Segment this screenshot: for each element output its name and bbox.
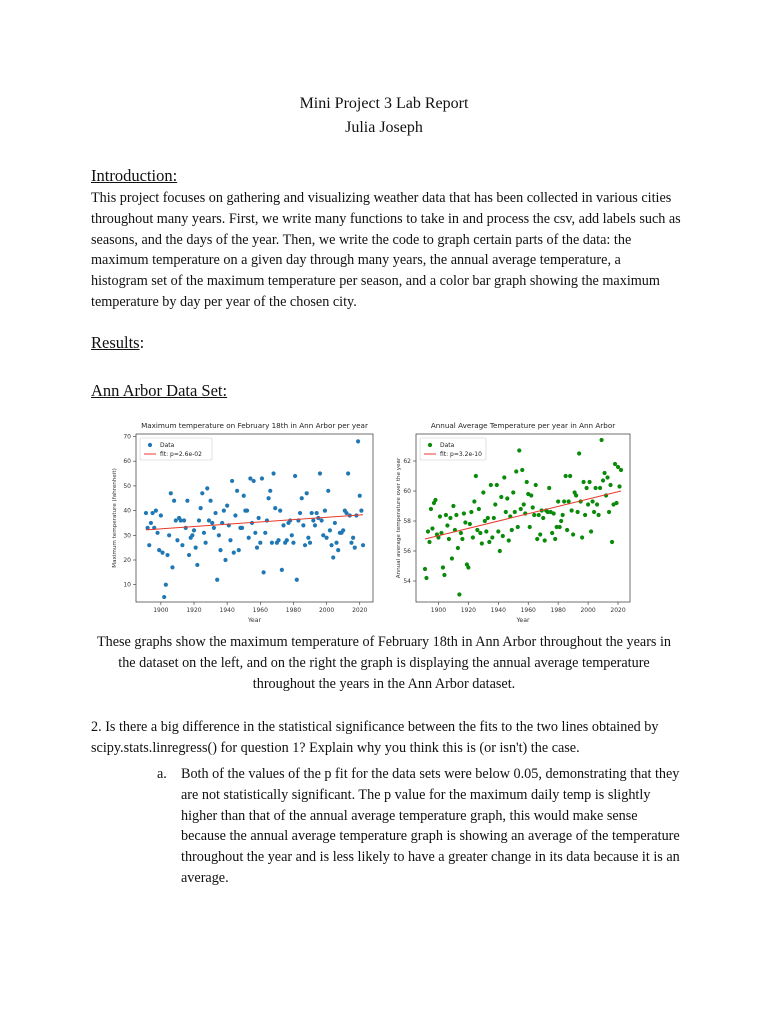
data-point — [278, 508, 282, 512]
x-tick-label: 1900 — [153, 607, 169, 614]
data-point — [607, 510, 611, 514]
data-point — [619, 468, 623, 472]
data-point — [230, 479, 234, 483]
data-point — [471, 535, 475, 539]
data-point — [450, 556, 454, 560]
data-point — [336, 548, 340, 552]
data-point — [326, 489, 330, 493]
data-point — [568, 474, 572, 478]
data-point — [162, 595, 166, 599]
data-point — [495, 483, 499, 487]
chart-svg — [108, 408, 383, 624]
data-point — [232, 550, 236, 554]
data-point — [180, 543, 184, 547]
data-point — [154, 508, 158, 512]
data-point — [589, 529, 593, 533]
x-tick-label: 2020 — [610, 607, 626, 614]
results-heading — [91, 333, 144, 353]
data-point — [433, 498, 437, 502]
data-point — [204, 541, 208, 545]
data-point — [605, 475, 609, 479]
data-point — [502, 475, 506, 479]
data-point — [280, 568, 284, 572]
data-point — [447, 537, 451, 541]
data-point — [291, 541, 295, 545]
data-point — [353, 546, 357, 550]
data-point — [525, 480, 529, 484]
data-point — [349, 541, 353, 545]
x-tick-label: 1900 — [430, 607, 447, 614]
data-point — [547, 486, 551, 490]
data-point — [170, 565, 174, 569]
data-point — [552, 511, 556, 515]
x-tick-label: 1920 — [186, 607, 202, 614]
data-point — [255, 546, 259, 550]
data-point — [595, 502, 599, 506]
data-point — [217, 533, 221, 537]
data-point — [424, 576, 428, 580]
data-point — [253, 531, 257, 535]
results-heading-colon: : — [139, 333, 145, 352]
data-point — [333, 521, 337, 525]
data-point — [202, 531, 206, 535]
data-point — [534, 483, 538, 487]
data-point — [537, 513, 541, 517]
data-point — [247, 536, 251, 540]
data-point — [262, 570, 266, 574]
data-point — [295, 578, 299, 582]
data-point — [263, 531, 267, 535]
data-point — [558, 525, 562, 529]
data-point — [441, 565, 445, 569]
data-point — [451, 504, 455, 508]
data-point — [499, 495, 503, 499]
data-point — [596, 513, 600, 517]
data-point — [310, 511, 314, 515]
data-point — [208, 499, 212, 503]
data-point — [359, 508, 363, 512]
data-point — [469, 510, 473, 514]
data-point — [164, 583, 168, 587]
data-point — [543, 538, 547, 542]
data-point — [456, 546, 460, 550]
data-point — [329, 543, 333, 547]
y-axis-label: Maximum temperature (fahrenheit) — [112, 468, 118, 568]
data-point — [498, 549, 502, 553]
data-point — [577, 451, 581, 455]
data-point — [510, 528, 514, 532]
data-point — [614, 501, 618, 505]
data-point — [155, 531, 159, 535]
data-point — [571, 532, 575, 536]
data-point — [346, 471, 350, 475]
data-point — [617, 484, 621, 488]
data-point — [240, 526, 244, 530]
data-point — [602, 471, 606, 475]
x-tick-label: 1940 — [490, 607, 506, 614]
data-point — [457, 592, 461, 596]
data-point — [426, 529, 430, 533]
y-tick-label: 10 — [123, 581, 131, 589]
data-point — [160, 550, 164, 554]
data-point — [463, 520, 467, 524]
legend-data-marker — [148, 443, 152, 447]
data-point — [445, 523, 449, 527]
data-point — [613, 462, 617, 466]
data-point — [298, 511, 302, 515]
data-point — [334, 541, 338, 545]
data-point — [215, 578, 219, 582]
data-point — [167, 533, 171, 537]
data-point — [257, 516, 261, 520]
data-point — [315, 511, 319, 515]
data-point — [565, 528, 569, 532]
data-point — [242, 494, 246, 498]
question-2: 2. Is there a big difference in the statistical significance between the fits to the two lines obtained by scipy.stats.linregress() for question 1? Explain why you think this is (or isn't) the case. — [91, 719, 659, 756]
data-point — [448, 516, 452, 520]
dataset-heading: Ann Arbor Data Set: — [91, 381, 228, 400]
data-point — [559, 519, 563, 523]
data-point — [481, 490, 485, 494]
y-tick-label: 20 — [123, 557, 131, 564]
data-point — [442, 573, 446, 577]
y-tick-label: 54 — [403, 578, 411, 585]
y-tick-label: 40 — [123, 507, 131, 515]
data-point — [532, 513, 536, 517]
data-point — [616, 465, 620, 469]
annual-avg-scatter-chart — [392, 408, 664, 624]
data-point — [590, 499, 594, 503]
data-point — [245, 508, 249, 512]
data-point — [195, 563, 199, 567]
data-point — [228, 538, 232, 542]
data-point — [541, 516, 545, 520]
data-point — [587, 480, 591, 484]
data-point — [477, 507, 481, 511]
data-point — [513, 510, 517, 514]
data-point — [484, 529, 488, 533]
data-point — [582, 480, 586, 484]
legend-fit-label: fit: p=3.2e-10 — [440, 451, 482, 458]
data-point — [361, 543, 365, 547]
data-point — [149, 521, 153, 525]
report-author: Julia Joseph — [345, 119, 423, 136]
chart-svg — [392, 408, 664, 624]
data-point — [570, 508, 574, 512]
data-point — [486, 516, 490, 520]
data-point — [459, 531, 463, 535]
data-point — [260, 476, 264, 480]
y-tick-label: 50 — [123, 482, 131, 490]
report-title: Mini Project 3 Lab Report — [299, 95, 469, 112]
data-point — [293, 474, 297, 478]
data-point — [493, 502, 497, 506]
data-point — [169, 491, 173, 495]
x-tick-label: 1960 — [520, 607, 536, 614]
data-point — [550, 531, 554, 535]
data-point — [562, 499, 566, 503]
x-tick-label: 2020 — [352, 607, 368, 614]
data-point — [489, 483, 493, 487]
data-point — [610, 540, 614, 544]
data-point — [564, 474, 568, 478]
data-point — [237, 548, 241, 552]
data-point — [351, 536, 355, 540]
data-point — [252, 479, 256, 483]
data-point — [200, 491, 204, 495]
data-point — [212, 526, 216, 530]
data-point — [466, 565, 470, 569]
data-point — [585, 486, 589, 490]
introduction-paragraph: This project focuses on gathering and visualizing weather data that has been collected in various cities throughout many years. First, we write many functions to take in and process the csv, add labels such as seasons, and the days of the year. Then, we write the code to graph certain parts of the data: the maximum temperature on a given day through many years, the annual average temperature, a histogram set of the maximum temperature per season, and a color bar graph showing the maximum temperature by day per year of the chosen city. — [91, 190, 681, 310]
data-point — [281, 523, 285, 527]
data-point — [182, 518, 186, 522]
data-point — [270, 541, 274, 545]
data-point — [271, 471, 275, 475]
y-tick-label: 56 — [403, 548, 411, 555]
data-point — [599, 438, 603, 442]
data-point — [520, 468, 524, 472]
x-tick-label: 1980 — [550, 607, 566, 614]
data-point — [303, 543, 307, 547]
data-point — [511, 490, 515, 494]
y-tick-label: 70 — [123, 433, 131, 441]
data-point — [478, 531, 482, 535]
data-point — [586, 502, 590, 506]
data-point — [504, 510, 508, 514]
data-point — [507, 538, 511, 542]
data-point — [519, 507, 523, 511]
legend-data-marker — [428, 443, 432, 447]
data-point — [205, 486, 209, 490]
data-point — [574, 493, 578, 497]
data-point — [190, 533, 194, 537]
data-point — [305, 491, 309, 495]
data-point — [454, 513, 458, 517]
data-point — [306, 536, 310, 540]
data-point — [576, 510, 580, 514]
x-tick-label: 1960 — [252, 607, 268, 614]
chart-title: Annual Average Temperature per year in Ann Arbor — [430, 421, 616, 430]
data-point — [210, 521, 214, 525]
data-point — [460, 537, 464, 541]
data-point — [268, 489, 272, 493]
x-tick-label: 2000 — [580, 607, 596, 614]
data-point — [235, 489, 239, 493]
x-axis-label: Year — [516, 617, 530, 624]
data-point — [218, 548, 222, 552]
data-point — [496, 529, 500, 533]
x-tick-label: 1920 — [460, 607, 477, 614]
data-point — [480, 541, 484, 545]
max-temp-scatter-chart — [108, 408, 383, 624]
legend-fit-label: fit: p=2.6e-02 — [160, 451, 202, 458]
data-point — [483, 519, 487, 523]
data-point — [505, 496, 509, 500]
data-point — [320, 518, 324, 522]
data-point — [318, 471, 322, 475]
data-point — [290, 533, 294, 537]
data-point — [516, 525, 520, 529]
results-heading-text: Results — [91, 333, 140, 352]
data-point — [529, 493, 533, 497]
data-point — [538, 532, 542, 536]
data-point — [165, 553, 169, 557]
data-point — [475, 528, 479, 532]
data-point — [266, 496, 270, 500]
figure-caption: These graphs show the maximum temperature of February 18th in Ann Arbor throughout the years in the dataset on the left, and on the right the graph is displaying the annual average temperature throughout the years in the Ann Arbor dataset. — [96, 634, 672, 692]
x-tick-label: 1940 — [219, 607, 235, 614]
data-point — [222, 508, 226, 512]
data-point — [601, 478, 605, 482]
data-point — [223, 558, 227, 562]
data-point — [356, 439, 360, 443]
data-point — [159, 513, 163, 517]
data-point — [323, 508, 327, 512]
data-point — [423, 567, 427, 571]
data-point — [192, 528, 196, 532]
data-point — [472, 499, 476, 503]
data-point — [580, 535, 584, 539]
data-point — [311, 518, 315, 522]
y-tick-label: 30 — [123, 532, 131, 540]
x-tick-label: 1980 — [285, 607, 302, 614]
data-point — [487, 540, 491, 544]
data-point — [301, 523, 305, 527]
data-point — [258, 541, 262, 545]
data-point — [535, 537, 539, 541]
data-point — [199, 506, 203, 510]
data-point — [328, 528, 332, 532]
data-point — [531, 505, 535, 509]
data-point — [144, 511, 148, 515]
data-point — [288, 518, 292, 522]
data-point — [213, 511, 217, 515]
data-point — [468, 522, 472, 526]
data-point — [430, 526, 434, 530]
data-point — [147, 543, 151, 547]
data-point — [324, 536, 328, 540]
y-tick-label: 62 — [403, 458, 411, 465]
legend-data-label: Data — [160, 442, 175, 449]
data-point — [233, 513, 237, 517]
data-point — [528, 525, 532, 529]
data-point — [517, 448, 521, 452]
y-axis-label: Annual average temperature over the year — [396, 457, 402, 579]
data-point — [341, 528, 345, 532]
answer-marker: a. — [157, 766, 167, 782]
data-point — [184, 526, 188, 530]
data-point — [583, 513, 587, 517]
data-point — [285, 538, 289, 542]
data-point — [598, 486, 602, 490]
chart-title: Maximum temperature on February 18th in Ann Arbor per year — [141, 421, 368, 430]
data-point — [490, 535, 494, 539]
data-point — [331, 555, 335, 559]
data-point — [438, 514, 442, 518]
y-tick-label: 58 — [403, 518, 411, 525]
data-point — [492, 516, 496, 520]
introduction-heading: Introduction: — [91, 166, 178, 185]
data-point — [593, 486, 597, 490]
data-point — [556, 499, 560, 503]
data-point — [522, 502, 526, 506]
data-point — [358, 494, 362, 498]
data-point — [194, 546, 198, 550]
data-point — [172, 499, 176, 503]
data-point — [514, 469, 518, 473]
data-point — [197, 518, 201, 522]
data-point — [300, 496, 304, 500]
data-point — [474, 474, 478, 478]
data-point — [175, 538, 179, 542]
data-point — [553, 537, 557, 541]
data-point — [313, 523, 317, 527]
legend-data-label: Data — [440, 442, 455, 449]
y-tick-label: 60 — [403, 488, 411, 495]
x-axis-label: Year — [247, 617, 262, 624]
data-point — [429, 507, 433, 511]
y-tick-label: 60 — [123, 458, 131, 466]
data-point — [185, 499, 189, 503]
data-point — [592, 510, 596, 514]
data-point — [427, 540, 431, 544]
data-point — [561, 513, 565, 517]
data-point — [308, 541, 312, 545]
data-point — [462, 511, 466, 515]
x-tick-label: 2000 — [318, 607, 335, 614]
data-point — [225, 504, 229, 508]
data-point — [444, 513, 448, 517]
answer-text: Both of the values of the p fit for the data sets were below 0.05, demonstrating that they are not statistically significant. The p value for the maximum daily temp is slightly higher than that of the annual average temperature graph, this would make sense because the annual average temperature graph is showing an average of the temperature throughout the year and is less likely to have a greater change in its data because it is an average. — [181, 766, 680, 886]
data-point — [501, 534, 505, 538]
data-point — [187, 553, 191, 557]
data-point — [276, 538, 280, 542]
data-point — [608, 483, 612, 487]
data-point — [273, 506, 277, 510]
